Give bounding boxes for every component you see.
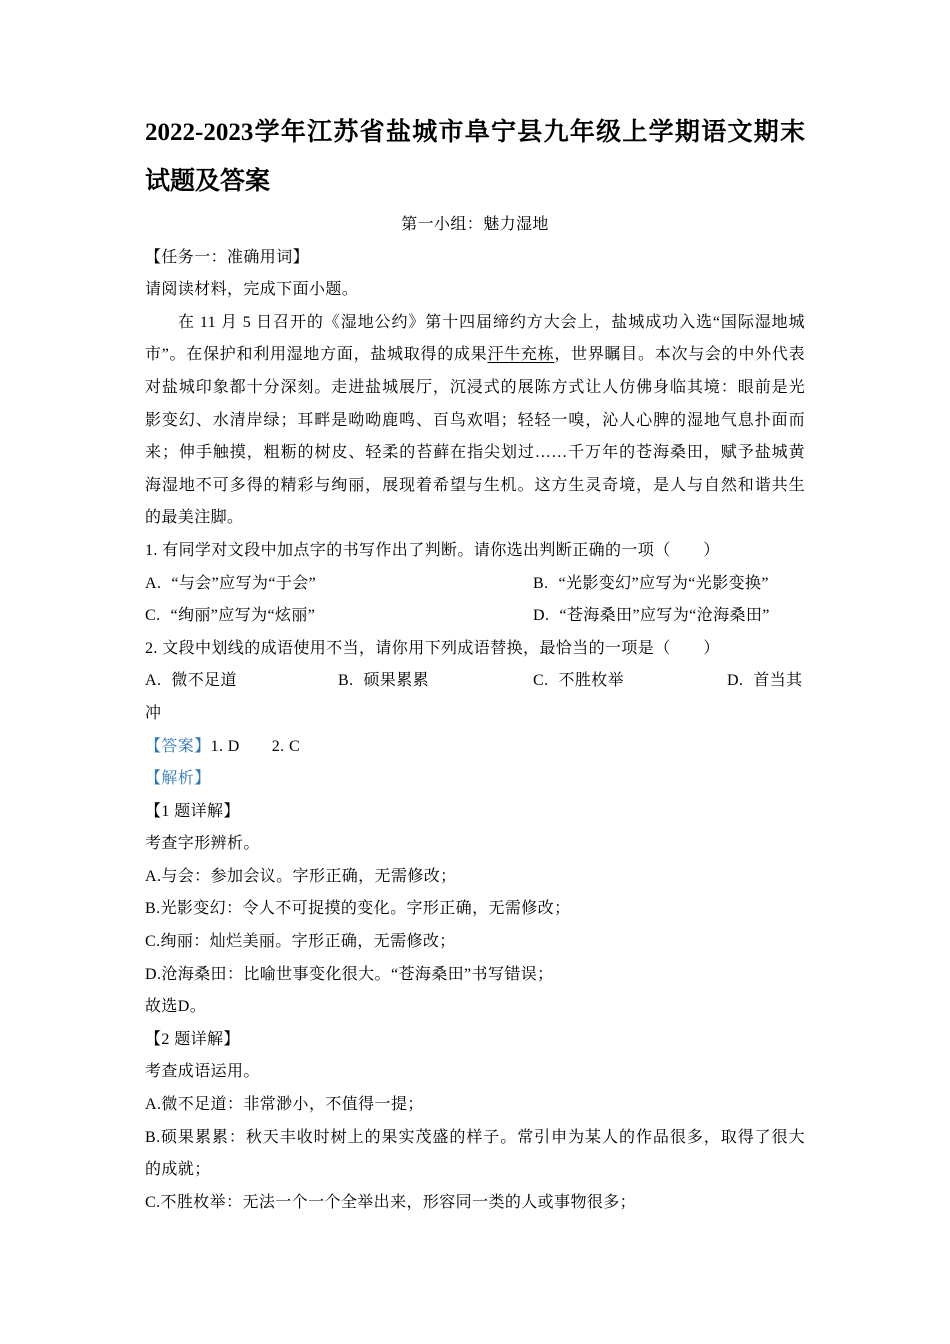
answer-q2: 2. C (271, 737, 301, 755)
answer-label: 【答案】 (145, 737, 211, 755)
task-heading: 【任务一：准确用词】 (145, 248, 310, 266)
q2-option-a (145, 665, 338, 698)
title-line-2: 试题及答案 (145, 168, 271, 195)
analysis-label: 【解析】 (145, 770, 211, 788)
option-text: “光影变幻”应写为“光影变换” (558, 574, 769, 592)
passage-line-4: 影变幻、水清岸绿；耳畔是呦呦鹿鸣、百鸟欢唱；轻轻一嗅，沁人心脾的湿地气息扑面而 (145, 411, 805, 429)
passage-line-1: 在 11 月 5 日召开的《湿地公约》第十四届缔约方大会上，盐城成功入选“国际湿地城 (178, 313, 805, 331)
analysis-q2 (145, 1024, 805, 1220)
option-text: 首当其 (753, 672, 803, 690)
question-1-options-row-1 (145, 568, 805, 601)
question-2 (145, 633, 805, 731)
option-label: B. (533, 574, 549, 592)
q1-detail-item-b: B.光影变幻：令人不可捉摸的变化。字形正确，无需修改； (145, 900, 571, 918)
option-label: B. (338, 672, 354, 690)
passage-line-2-after: ，世界瞩目。本次与会的中外代表 (554, 346, 805, 364)
q2-detail-item-c: C.不胜枚举：无法一个一个全举出来，形容同一类的人或事物很多； (145, 1193, 637, 1211)
q1-option-a (145, 568, 533, 601)
option-text: “与会”应写为“于会” (171, 574, 317, 592)
q2-detail-heading: 【2 题详解】 (145, 1030, 240, 1048)
instruction: 请阅读材料，完成下面小题。 (145, 281, 359, 299)
document-content (145, 108, 805, 1219)
option-text: 不胜枚举 (558, 672, 625, 690)
passage-line-5: 来；伸手触摸，粗粝的树皮、轻柔的苔藓在指尖划过……千万年的苍海桑田，赋予盐城黄 (145, 444, 805, 462)
passage-line-2 (145, 339, 805, 372)
option-text: “绚丽”应写为“炫丽” (170, 607, 316, 625)
q2-option-d-continuation: 冲 (145, 704, 162, 722)
option-label: D. (533, 607, 550, 625)
passage-line-6: 海湿地不可多得的精彩与绚丽，展现着希望与生机。这方生灵奇境，是人与自然和谐共生 (145, 476, 805, 494)
q1-detail-item-a: A.与会：参加会议。字形正确，无需修改； (145, 867, 457, 885)
q1-conclusion: 故选D。 (145, 998, 207, 1016)
q2-detail-item-b: B.硕果累累：秋天丰收时树上的果实茂盛的样子。常引申为某人的作品很多，取得了很大 (145, 1128, 805, 1146)
option-label: A. (145, 672, 162, 690)
q2-option-c (533, 665, 727, 698)
option-text: “苍海桑田”应写为“沧海桑田” (559, 607, 770, 625)
option-text: 硕果累累 (363, 672, 430, 690)
q2-detail-item-a: A.微不足道：非常渺小，不值得一提； (145, 1096, 424, 1114)
question-2-stem: 2. 文段中划线的成语使用不当，请你用下列成语替换，最恰当的一项是（ ） (145, 639, 720, 657)
question-1-options-row-2 (145, 600, 805, 633)
analysis-q1 (145, 796, 805, 1024)
title-line-1: 2022-2023学年江苏省盐城市阜宁县九年级上学期语文期末 (145, 119, 805, 146)
q1-option-b (533, 568, 769, 601)
q2-option-d (727, 665, 803, 698)
option-label: D. (727, 672, 744, 690)
q1-detail-item-d: D.沧海桑田：比喻世事变化很大。“苍海桑田”书写错误； (145, 965, 554, 983)
question-1 (145, 535, 805, 633)
q1-option-c (145, 600, 533, 633)
option-text: 微不足道 (171, 672, 237, 690)
q2-option-b (338, 665, 533, 698)
passage-line-2-before: 市”。在保护和利用湿地方面，盐城取得的成果 (145, 346, 488, 364)
answer-row (145, 731, 805, 764)
passage-line-3: 对盐城印象都十分深刻。走进盐城展厅，沉浸式的展陈方式让人仿佛身临其境：眼前是光 (145, 378, 805, 396)
passage-line-7: 的最美注脚。 (145, 509, 244, 527)
underlined-idiom: 汗牛充栋 (487, 346, 555, 364)
question-2-options-row (145, 665, 805, 698)
option-label: C. (533, 672, 549, 690)
q2-detail-item-b-continuation: 的成就； (145, 1161, 211, 1179)
option-label: C. (145, 607, 161, 625)
group-heading: 第一小组：魅力湿地 (401, 216, 549, 233)
option-label: A. (145, 574, 162, 592)
q1-detail-item-c: C.绚丽：灿烂美丽。字形正确，无需修改； (145, 933, 456, 951)
q1-detail-heading: 【1 题详解】 (145, 802, 240, 820)
answer-q1: 1. D (210, 737, 240, 755)
reading-passage (145, 307, 805, 535)
q1-option-d (533, 600, 770, 633)
q1-detail-intro: 考查字形辨析。 (145, 835, 260, 853)
q2-detail-intro: 考查成语运用。 (145, 1063, 260, 1081)
question-1-stem: 1. 有同学对文段中加点字的书写作出了判断。请你选出判断正确的一项（ ） (145, 541, 720, 559)
